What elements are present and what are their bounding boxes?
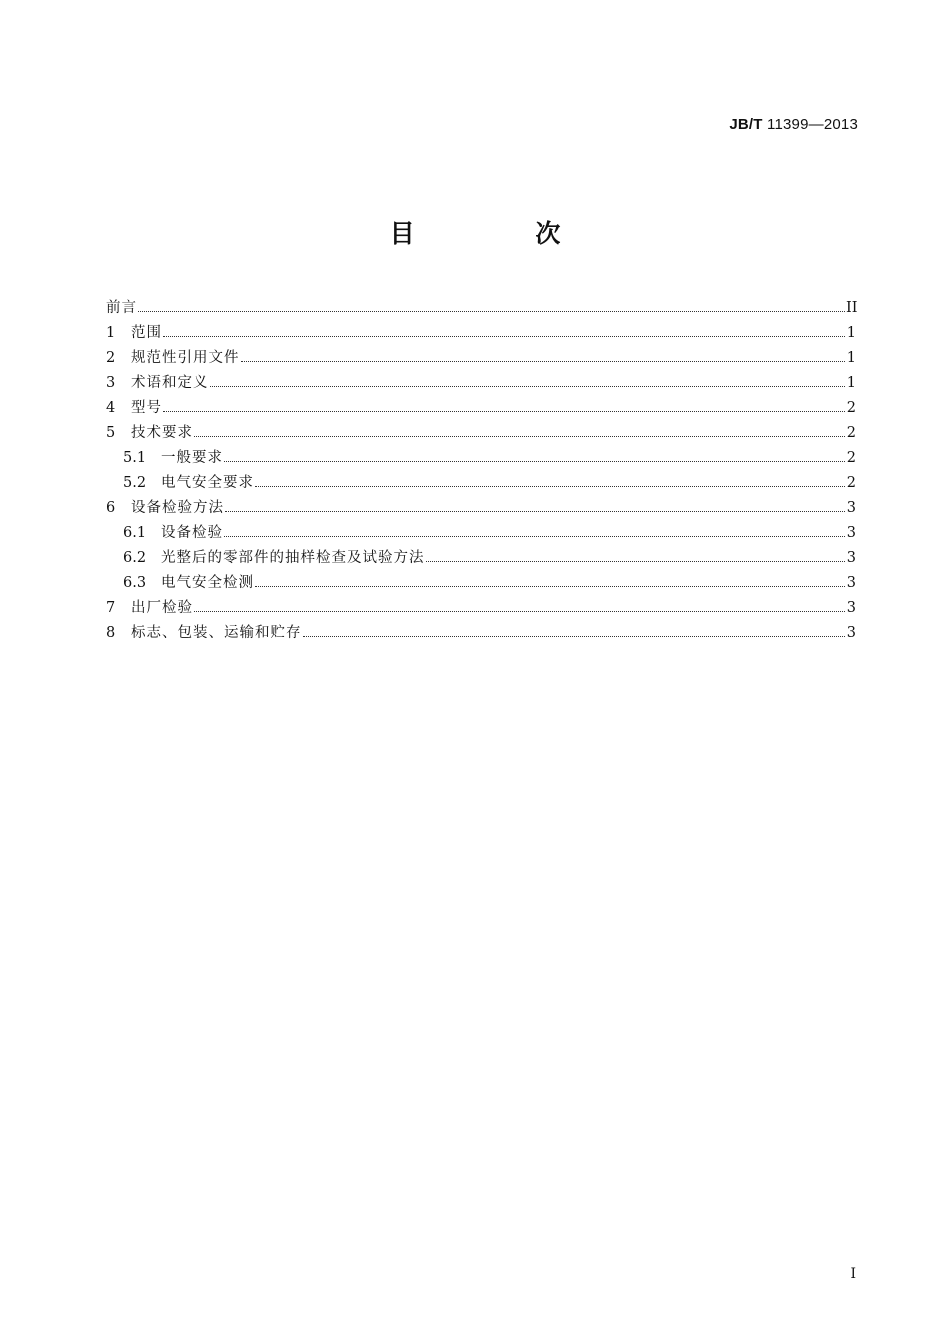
standard-number: 11399—2013 (767, 116, 858, 133)
toc-entry-page: 3 (846, 575, 856, 591)
toc-dot-leader (303, 636, 846, 637)
toc-entry[interactable] (106, 567, 856, 592)
toc-dot-leader (194, 611, 845, 612)
toc-entry-label: 设备检验方法 (131, 500, 224, 516)
toc-entry[interactable] (106, 442, 856, 467)
toc-dot-leader (163, 336, 845, 337)
toc-entry-number: 6 (106, 500, 116, 516)
toc-dot-leader (426, 561, 846, 562)
toc-entry[interactable] (106, 517, 856, 542)
toc-entry-page: 1 (846, 375, 856, 391)
toc-entry[interactable] (106, 292, 856, 317)
toc-dot-leader (224, 461, 845, 462)
toc-dot-leader (224, 536, 845, 537)
toc-entry-page: 2 (846, 475, 856, 491)
toc-dot-leader (138, 311, 845, 312)
toc-entry[interactable] (106, 617, 856, 642)
toc-entry-label: 标志、包装、运输和贮存 (131, 625, 302, 641)
toc-entry-label: 型号 (131, 400, 162, 416)
toc-dot-leader (194, 436, 845, 437)
toc-entry-number: 8 (106, 625, 116, 641)
toc-entry-label: 术语和定义 (131, 375, 209, 391)
toc-entry-page: 3 (846, 525, 856, 541)
toc-entry-number: 6.1 (123, 525, 147, 541)
toc-entry-label: 光整后的零部件的抽样检查及试验方法 (161, 550, 425, 566)
toc-entry-page: 1 (846, 325, 856, 341)
toc-entry[interactable] (106, 367, 856, 392)
toc-dot-leader (241, 361, 846, 362)
toc-entry-number: 5 (106, 425, 116, 441)
toc-entry[interactable] (106, 342, 856, 367)
toc-entry-number: 2 (106, 350, 116, 366)
toc-entry-number: 6.3 (123, 575, 147, 591)
toc-entry-page: 3 (846, 600, 856, 616)
toc-entry[interactable] (106, 417, 856, 442)
toc-entry-page: 3 (846, 625, 856, 641)
toc-entry-label: 设备检验 (161, 525, 223, 541)
toc-dot-leader (255, 486, 845, 487)
toc-entry-number: 7 (106, 600, 116, 616)
toc-entry-label: 技术要求 (131, 425, 193, 441)
toc-entry[interactable] (106, 317, 856, 342)
toc-entry[interactable] (106, 492, 856, 517)
toc-entry-page: 3 (846, 500, 856, 516)
toc-entry-label: 一般要求 (161, 450, 223, 466)
toc-entry-label: 出厂检验 (131, 600, 193, 616)
toc-entry-label: 规范性引用文件 (131, 350, 240, 366)
toc-dot-leader (210, 386, 846, 387)
page-number: I (850, 1266, 856, 1282)
toc-entry-number: 4 (106, 400, 116, 416)
toc-entry[interactable] (106, 392, 856, 417)
table-of-contents (106, 292, 856, 642)
toc-entry-label: 电气安全检测 (161, 575, 254, 591)
toc-entry-label: 电气安全要求 (161, 475, 254, 491)
toc-entry[interactable] (106, 467, 856, 492)
toc-entry-number: 6.2 (123, 550, 147, 566)
toc-entry-page: 3 (846, 550, 856, 566)
toc-entry-page: 2 (846, 425, 856, 441)
toc-entry-page: 2 (846, 400, 856, 416)
toc-entry-number: 1 (106, 325, 116, 341)
toc-title: 目 次 (389, 219, 617, 248)
toc-entry-page: 2 (846, 450, 856, 466)
toc-entry[interactable] (106, 592, 856, 617)
toc-dot-leader (163, 411, 845, 412)
toc-entry-label: 前言 (106, 300, 137, 316)
standard-code (729, 116, 858, 133)
toc-entry-number: 5.1 (123, 450, 147, 466)
toc-entry-number: 3 (106, 375, 116, 391)
toc-entry-page: 1 (846, 350, 856, 366)
standard-prefix: JB/T (729, 116, 763, 133)
toc-dot-leader (225, 511, 845, 512)
toc-entry[interactable] (106, 542, 856, 567)
toc-entry-page: II (846, 300, 858, 316)
toc-entry-number: 5.2 (123, 475, 147, 491)
toc-dot-leader (255, 586, 845, 587)
toc-entry-label: 范围 (131, 325, 162, 341)
